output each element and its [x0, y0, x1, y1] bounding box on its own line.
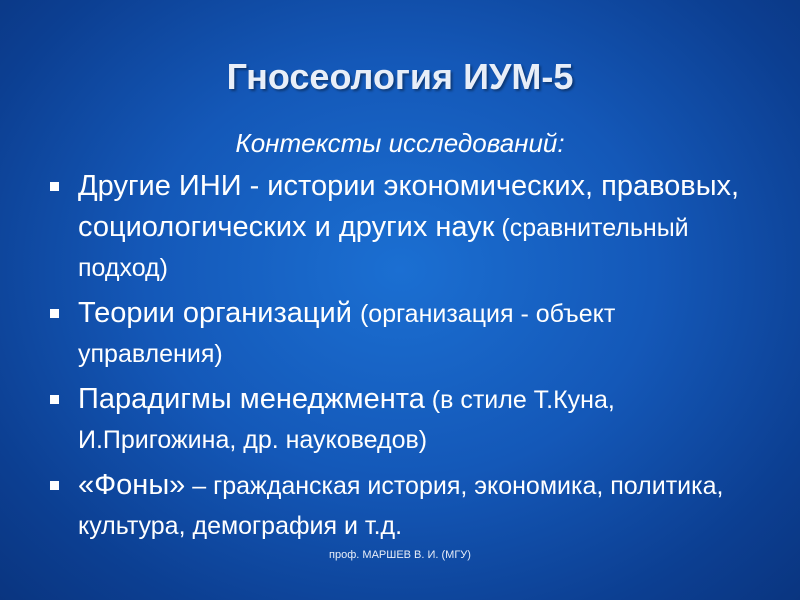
square-bullet-icon [50, 481, 59, 490]
square-bullet-icon [50, 182, 59, 191]
bullet-item [46, 168, 766, 290]
slide-title: Гносеология ИУМ-5 [226, 56, 574, 97]
bullet-main-text: Другие ИНИ - истории экономических, правовых, социологических и других наук [78, 170, 740, 243]
bullet-sub-text: (в стиле Т.Куна, И.Пригожина, др. науковедов) [78, 386, 615, 454]
square-bullet-icon [50, 395, 59, 404]
bullet-item [46, 381, 766, 462]
slide-footer: проф. МАРШЕВ В. И. (МГУ) [329, 549, 471, 561]
bullet-main-text: Теории организаций [78, 297, 360, 329]
bullet-sub-text: – гражданская история, экономика, политика, культура, демография и т.д. [78, 472, 724, 540]
bullet-sub-text: (сравнительный подход) [78, 214, 689, 282]
bullet-item [46, 295, 766, 376]
bullet-list [46, 168, 766, 553]
bullet-sub-text: (организация - объект управления) [78, 300, 616, 368]
slide-subtitle: Контексты исследований: [235, 128, 565, 158]
bullet-item [46, 467, 766, 548]
bullet-main-text: «Фоны» [78, 469, 186, 501]
bullet-main-text: Парадигмы менеджмента [78, 383, 425, 415]
square-bullet-icon [50, 309, 59, 318]
